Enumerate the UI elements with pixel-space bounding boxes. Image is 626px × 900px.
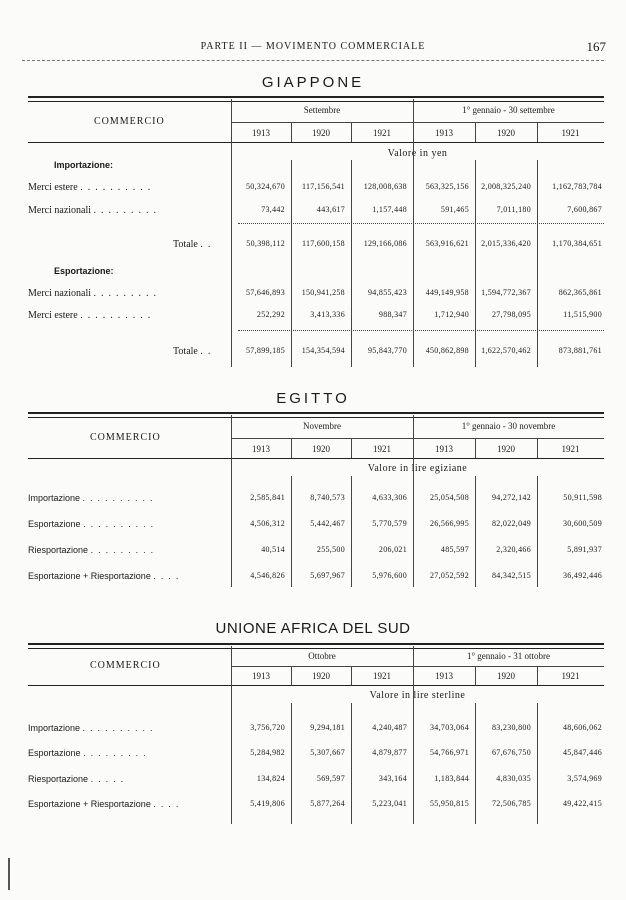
value-cell: 5,442,467 (310, 519, 345, 528)
value-cell: 3,756,720 (250, 723, 285, 732)
commercio-header: COMMERCIO (90, 432, 161, 443)
value-cell: 82,022,049 (492, 519, 531, 528)
value-cell: 862,365,861 (558, 288, 602, 297)
row-label: Importazione .......... (28, 493, 158, 503)
value-cell: 7,600,867 (567, 205, 602, 214)
page-number: 167 (586, 39, 606, 54)
value-cell: 150,941,258 (301, 288, 345, 297)
period-header-month: Ottobre (308, 651, 336, 661)
year-header: 1920 (312, 444, 330, 454)
value-cell: 8,740,573 (310, 493, 345, 502)
value-cell: 94,855,423 (368, 288, 407, 297)
value-cell: 95,843,770 (368, 346, 407, 355)
value-cell: 5,419,806 (250, 799, 285, 808)
value-cell: 343,164 (378, 774, 407, 783)
row-label: Merci nazionali ......... (28, 205, 162, 216)
value-cell: 4,879,877 (372, 748, 407, 757)
value-cell: 5,976,600 (372, 571, 407, 580)
value-cell: 25,054,508 (430, 493, 469, 502)
value-cell: 67,676,750 (492, 748, 531, 757)
row-label: Esportazione + Riesportazione .... (28, 799, 184, 809)
value-cell: 569,597 (316, 774, 345, 783)
year-header: 1920 (497, 128, 515, 138)
row-label: Riesportazione ..... (28, 774, 129, 784)
period-header-cumulative: 1° gennaio - 30 settembre (462, 105, 555, 115)
value-cell: 9,294,181 (310, 723, 345, 732)
year-header: 1920 (497, 671, 515, 681)
commercio-header: COMMERCIO (90, 660, 161, 671)
year-header: 1921 (373, 444, 391, 454)
scan-margin-mark (8, 858, 10, 890)
row-label: Esportazione .......... (28, 519, 159, 529)
value-cell: 1,712,940 (434, 310, 469, 319)
value-cell: 30,600,509 (563, 519, 602, 528)
value-cell: 449,149,958 (425, 288, 469, 297)
value-cell: 4,240,487 (372, 723, 407, 732)
row-label: Esportazione + Riesportazione .... (28, 571, 184, 581)
value-cell: 873,881,761 (558, 346, 602, 355)
unit-label: Valore in lire egiziane (367, 463, 468, 474)
year-header: 1920 (497, 444, 515, 454)
value-cell: 94,272,142 (492, 493, 531, 502)
year-header: 1913 (435, 444, 453, 454)
year-header: 1913 (435, 671, 453, 681)
year-header: 1921 (561, 128, 580, 138)
value-cell: 3,574,969 (567, 774, 602, 783)
value-cell: 11,515,900 (563, 310, 602, 319)
period-header-month: Novembre (303, 421, 341, 431)
value-cell: 55,950,815 (430, 799, 469, 808)
row-label: Merci estere .......... (28, 182, 156, 193)
value-cell: 50,398,112 (246, 239, 285, 248)
value-cell: 591,465 (440, 205, 469, 214)
value-cell: 45,847,446 (563, 748, 602, 757)
export-heading: Esportazione: (54, 266, 114, 276)
year-header: 1913 (252, 444, 270, 454)
year-header: 1921 (561, 671, 580, 681)
import-heading: Importazione: (54, 160, 114, 170)
period-header-cumulative: 1° gennaio - 31 ottobre (466, 651, 551, 661)
total-label: Totale .. (173, 346, 216, 357)
value-cell: 84,342,515 (492, 571, 531, 580)
value-cell: 485,597 (440, 545, 469, 554)
total-label: Totale .. (173, 239, 216, 250)
value-cell: 5,877,264 (310, 799, 345, 808)
row-label: Importazione .......... (28, 723, 158, 733)
value-cell: 206,021 (378, 545, 407, 554)
value-cell: 2,015,336,420 (481, 239, 531, 248)
row-label: Esportazione ......... (28, 748, 151, 758)
value-cell: 2,320,466 (496, 545, 531, 554)
period-header-month: Settembre (303, 105, 341, 115)
running-head: PARTE II — MOVIMENTO COMMERCIALE (200, 41, 426, 52)
table-top-rule (28, 643, 604, 649)
row-label: Merci nazionali ......... (28, 288, 162, 299)
value-cell: 27,798,095 (492, 310, 531, 319)
value-cell: 57,646,893 (246, 288, 285, 297)
year-header: 1913 (252, 671, 270, 681)
year-header: 1921 (561, 444, 580, 454)
value-cell: 5,891,937 (567, 545, 602, 554)
value-cell: 563,325,156 (425, 182, 469, 191)
value-cell: 3,413,336 (310, 310, 345, 319)
value-cell: 129,166,086 (363, 239, 407, 248)
table-sud-africa (28, 643, 604, 833)
value-cell: 1,157,448 (372, 205, 407, 214)
year-header: 1920 (312, 671, 330, 681)
value-cell: 48,606,062 (563, 723, 602, 732)
value-cell: 73,442 (261, 205, 285, 214)
value-cell: 1,594,772,367 (481, 288, 531, 297)
value-cell: 1,162,783,784 (552, 182, 602, 191)
value-cell: 255,500 (316, 545, 345, 554)
value-cell: 7,011,180 (496, 205, 531, 214)
row-label: Riesportazione ......... (28, 545, 159, 555)
table-egitto (28, 412, 604, 602)
value-cell: 83,230,800 (492, 723, 531, 732)
value-cell: 2,008,325,240 (481, 182, 531, 191)
value-cell: 252,292 (256, 310, 285, 319)
value-cell: 1,622,570,462 (481, 346, 531, 355)
commercio-header: COMMERCIO (94, 116, 165, 127)
value-cell: 40,514 (261, 545, 285, 554)
year-header: 1921 (373, 128, 391, 138)
table-top-rule (28, 96, 604, 102)
value-cell: 117,600,158 (301, 239, 345, 248)
value-cell: 4,633,306 (372, 493, 407, 502)
value-cell: 54,766,971 (430, 748, 469, 757)
year-header: 1921 (373, 671, 391, 681)
value-cell: 4,546,826 (250, 571, 285, 580)
table-giappone (28, 96, 604, 370)
value-cell: 5,307,667 (310, 748, 345, 757)
value-cell: 134,824 (256, 774, 285, 783)
value-cell: 49,422,415 (563, 799, 602, 808)
header-rule (22, 60, 604, 61)
value-cell: 50,324,670 (246, 182, 285, 191)
value-cell: 988,347 (378, 310, 407, 319)
value-cell: 2,585,841 (250, 493, 285, 502)
section-title-giappone: GIAPPONE (261, 74, 365, 91)
value-cell: 5,770,579 (372, 519, 407, 528)
section-title-sud-africa: UNIONE AFRICA DEL SUD (215, 620, 411, 637)
unit-label: Valore in yen (387, 148, 448, 159)
value-cell: 5,223,041 (372, 799, 407, 808)
table-top-rule (28, 412, 604, 418)
value-cell: 72,506,785 (492, 799, 531, 808)
value-cell: 50,911,598 (563, 493, 602, 502)
value-cell: 443,617 (316, 205, 345, 214)
value-cell: 36,492,446 (563, 571, 602, 580)
value-cell: 26,566,995 (430, 519, 469, 528)
section-title-egitto: EGITTO (276, 390, 350, 407)
value-cell: 563,916,621 (425, 239, 469, 248)
value-cell: 4,830,035 (496, 774, 531, 783)
value-cell: 450,862,898 (425, 346, 469, 355)
value-cell: 34,703,064 (430, 723, 469, 732)
page-header (20, 41, 606, 57)
value-cell: 128,008,638 (363, 182, 407, 191)
value-cell: 57,899,185 (246, 346, 285, 355)
value-cell: 5,697,967 (310, 571, 345, 580)
value-cell: 1,170,384,651 (552, 239, 602, 248)
row-label: Merci estere .......... (28, 310, 156, 321)
year-header: 1913 (435, 128, 453, 138)
year-header: 1913 (252, 128, 270, 138)
value-cell: 117,156,541 (301, 182, 345, 191)
unit-label: Valore in lire sterline (369, 690, 466, 701)
value-cell: 4,506,312 (250, 519, 285, 528)
value-cell: 5,284,982 (250, 748, 285, 757)
value-cell: 154,354,594 (301, 346, 345, 355)
year-header: 1920 (312, 128, 330, 138)
value-cell: 1,183,844 (434, 774, 469, 783)
value-cell: 27,052,592 (430, 571, 469, 580)
period-header-cumulative: 1° gennaio - 30 novembre (461, 421, 556, 431)
